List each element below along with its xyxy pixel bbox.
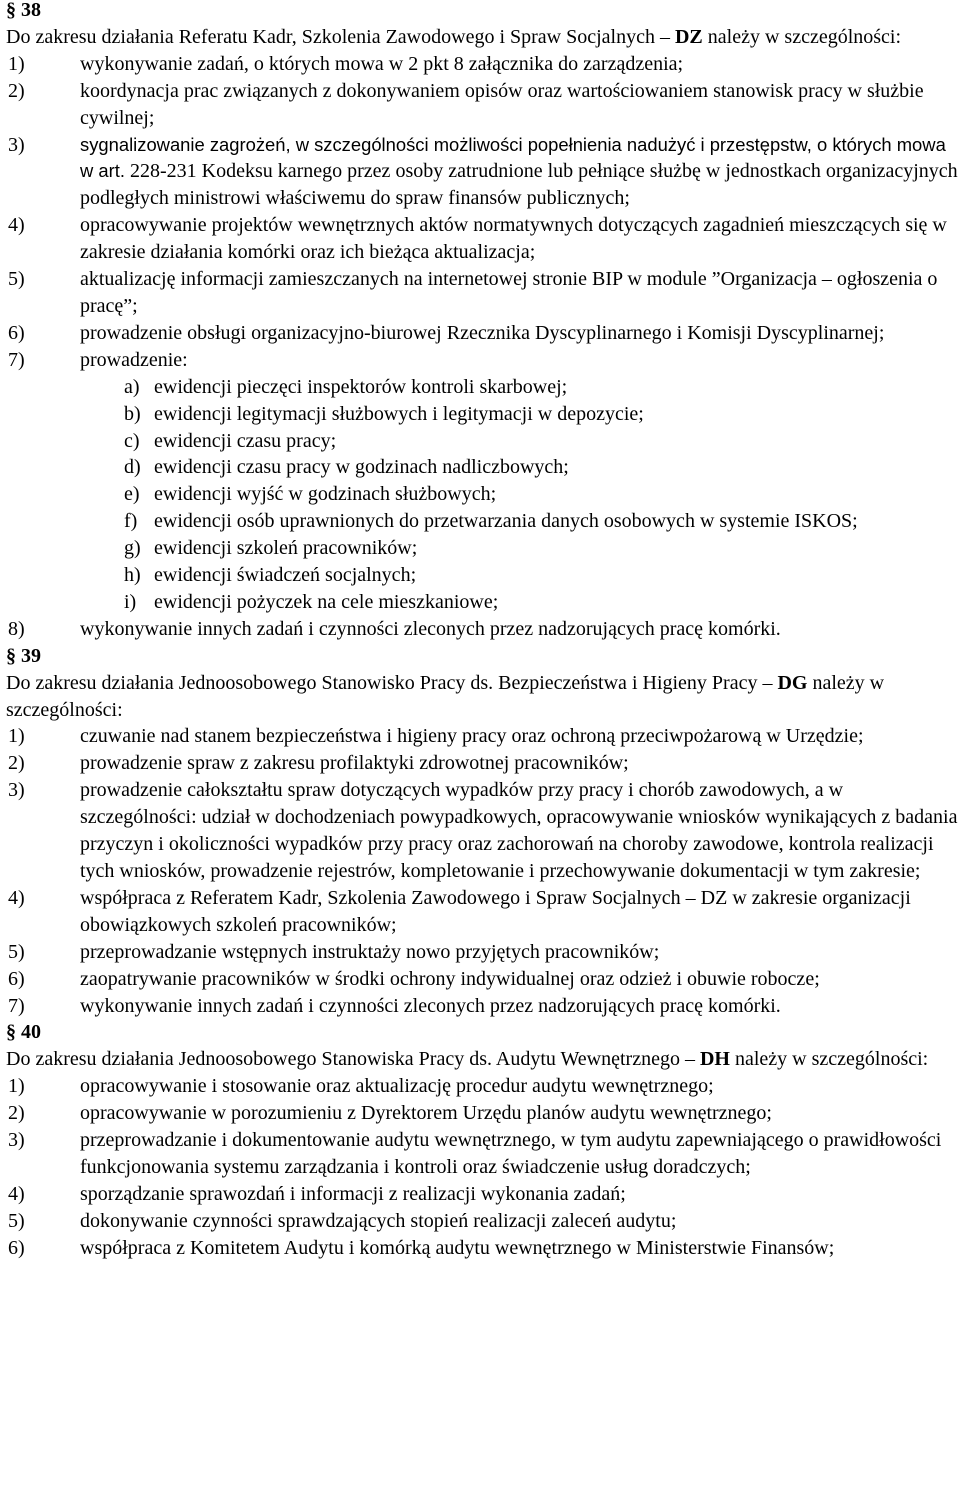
document-page [6,0,958,1262]
section-40 [6,1019,958,1261]
list-item: 2) opracowywanie w porozumieniu z Dyrektorem Urzędu planów audytu wewnętrznego; [8,1102,772,1125]
list-item: 6) zaopatrywanie pracowników w środki ochrony indywidualnej oraz odzież i obuwie robocze; [8,967,820,990]
sub-list-item: a) ewidencji pieczęci inspektorów kontroli skarbowej; [124,375,568,398]
list-item: 1) czuwanie nad stanem bezpieczeństwa i higieny pracy oraz ochroną przeciwpożarową w Urzędzie; [8,725,864,748]
sub-list-item: f) ewidencji osób uprawnionych do przetwarzania danych osobowych w systemie ISKOS; [124,510,858,533]
section-intro: Do zakresu działania Jednoosobowego Stanowiska Pracy ds. Audytu Wewnętrznego – DH należy w szczególności: [6,1048,929,1071]
section-heading: § 40 [6,1021,41,1044]
list-item: 1) wykonywanie zadań, o których mowa w 2 pkt 8 załącznika do zarządzenia; [8,52,684,75]
list-item: 3) przeprowadzanie i dokumentowanie audytu wewnętrznego, w tym audytu zapewniającego o prawidłowości funkcjonowania systemu zarządzania i kontroli oraz świadczenie usług doradczych; [8,1129,942,1178]
list-item: 5) aktualizację informacji zamieszczanych na internetowej stronie BIP w module ”Organizacja – ogłoszenia o pracę”; [8,268,938,317]
list-item: 6) współpraca z Komitetem Audytu i komórką audytu wewnętrznego w Ministerstwie Finansów; [8,1236,835,1259]
list-item: 4) współpraca z Referatem Kadr, Szkolenia Zawodowego i Spraw Socjalnych – DZ w zakresie organizacji obowiązkowych szkoleń pracowników; [8,886,911,936]
section-intro: Do zakresu działania Jednoosobowego Stanowisko Pracy ds. Bezpieczeństwa i Higieny Pracy – DG należy w szczególności: [6,671,885,721]
sub-list-item: h) ewidencji świadczeń socjalnych; [124,564,417,587]
list-item: 7) wykonywanie innych zadań i czynności zleconych przez nadzorujących pracę komórki. [8,994,781,1017]
sub-list-item: i) ewidencji pożyczek na cele mieszkaniowe; [124,590,499,613]
sub-list-item: b) ewidencji legitymacji służbowych i legitymacji w depozycie; [124,402,644,425]
list-item: 2) prowadzenie spraw z zakresu profilaktyki zdrowotnej pracowników; [8,752,629,775]
sub-list-item: c) ewidencji czasu pracy; [124,429,337,452]
list-item: 2) koordynacja prac związanych z dokonywaniem opisów oraz wartościowaniem stanowisk pracy w służbie cywilnej; [8,79,924,129]
list-item: 5) dokonywanie czynności sprawdzających stopień realizacji zaleceń audytu; [8,1209,677,1232]
list-item: 4) opracowywanie projektów wewnętrznych aktów normatywnych dotyczących zagadnień mieszczących się w zakresie działania komórki oraz ich bieżąca aktualizacja; [8,214,947,264]
list-item: 7) prowadzenie: [8,348,188,371]
list-item: 6) prowadzenie obsługi organizacyjno-biurowej Rzecznika Dyscyplinarnego i Komisji Dyscyplinarnej; [8,321,885,344]
section-intro: Do zakresu działania Referatu Kadr, Szkolenia Zawodowego i Spraw Socjalnych – DZ należy w szczególności: [6,25,902,48]
list-item: 1) opracowywanie i stosowanie oraz aktualizację procedur audytu wewnętrznego; [8,1075,714,1098]
sub-list-item: d) ewidencji czasu pracy w godzinach nadliczbowych; [124,456,569,479]
sub-list-item: g) ewidencji szkoleń pracowników; [124,537,418,560]
section-heading: § 38 [6,0,41,21]
list-item: 5) przeprowadzanie wstępnych instruktaży nowo przyjętych pracowników; [8,940,660,963]
sub-list-item: e) ewidencji wyjść w godzinach służbowych; [124,483,497,506]
section-39 [6,643,958,1020]
list-item: 4) sporządzanie sprawozdań i informacji z realizacji wykonania zadań; [8,1182,626,1205]
list-item: 8) wykonywanie innych zadań i czynności zleconych przez nadzorujących pracę komórki. [8,617,781,640]
section-heading: § 39 [6,644,41,667]
section-38 [6,0,958,643]
list-item: 3) prowadzenie całokształtu spraw dotyczących wypadków przy pracy i chorób zawodowych, a w szczególności: udział w dochodzeniach powypadkowych, opracowywanie wniosków wynikających z badania przyczyn i okoliczności wypadków przy pracy oraz zachorowań na choroby zawodowe, kontrola realizacji tych wniosków, prowadzenie rejestrów, kompletowanie i przechowywanie dokumentacji w tym zakresie; [8,779,958,882]
list-item: 3) sygnalizowanie zagrożeń, w szczególności możliwości popełnienia nadużyć i przestępstw, o których mowa w art. 228-231 Kodeksu karnego przez osoby zatrudnione lub pełniące służbę w jednostkach organizacyjnych podległych ministrowi właściwemu do spraw finansów publicznych; [8,133,958,210]
